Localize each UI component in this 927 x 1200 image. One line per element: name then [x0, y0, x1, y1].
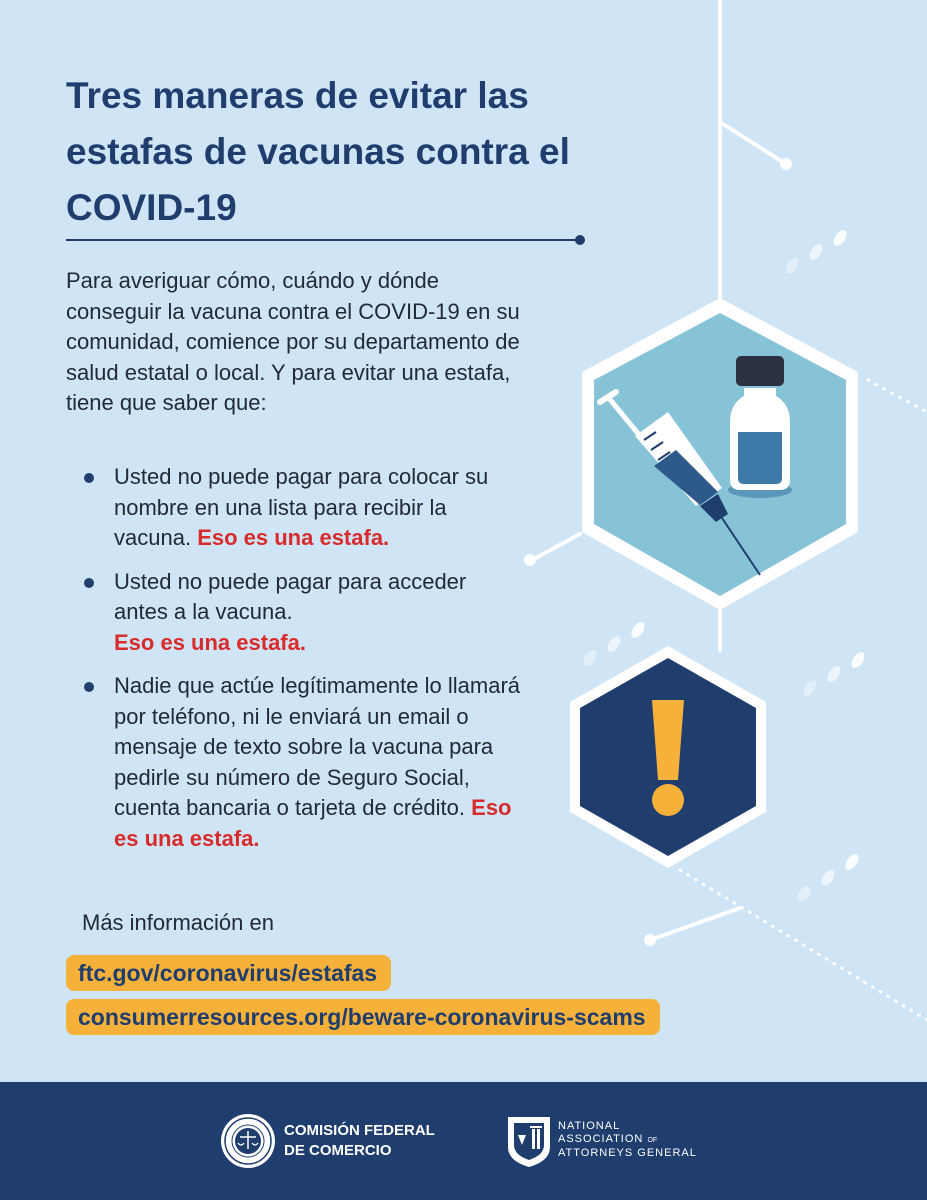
intro-paragraph: Para averiguar cómo, cuándo y dónde conseguir la vacuna contra el COVID-19 en su comunidad, comience por su departamento de salud estatal o local. Y para evitar una estafa, tiene que saber que: [66, 268, 520, 415]
naag-name-line2: ASSOCIATION [558, 1133, 644, 1145]
vaccine-vial-icon [728, 356, 792, 498]
naag-name [558, 1120, 728, 1160]
bullet-icon [84, 473, 94, 483]
scam-warning: Eso es una estafa. [114, 795, 512, 851]
naag-logo-icon [506, 1115, 552, 1169]
bullet-icon [84, 578, 94, 588]
bullet-text: Usted no puede pagar para acceder antes a la vacuna. [114, 568, 467, 624]
ftc-seal-icon [220, 1113, 276, 1169]
title-divider [66, 234, 588, 246]
more-info-label: Más información en [82, 910, 274, 935]
scam-warning: Eso es una estafa. [197, 525, 390, 550]
bullet-text: Nadie que actúe legítimamente lo llamará por teléfono, ni le enviará un email o mensaje de texto sobre la vacuna para pedirle su número de Seguro Social, cuenta bancaria o tarjeta de crédito. [114, 673, 521, 820]
ftc-name-line1: COMISIÓN FEDERAL [284, 1122, 435, 1139]
bullet-icon [84, 682, 94, 692]
scam-warning: Eso es una estafa. [114, 629, 306, 655]
scam-bullet-list [84, 462, 524, 867]
naag-name-of: OF [647, 1137, 658, 1144]
consumer-resources-link[interactable]: consumerresources.org/beware-coronavirus-scams [66, 999, 660, 1035]
list-item [84, 567, 524, 659]
ftc-name [284, 1121, 484, 1161]
bullet-text: Usted no puede pagar para colocar su nombre en una lista para recibir la vacuna. [114, 464, 489, 550]
page-title: Tres maneras de evitar las estafas de vacunas contra el COVID-19 [66, 75, 570, 228]
exclamation-icon [652, 700, 684, 816]
naag-name-line3: ATTORNEYS GENERAL [558, 1147, 697, 1159]
ftc-name-line2: DE COMERCIO [284, 1142, 392, 1159]
list-item [84, 462, 524, 554]
naag-name-line1: NATIONAL [558, 1120, 621, 1132]
vaccine-hexagon [582, 298, 858, 610]
list-item [84, 671, 524, 854]
ftc-link[interactable]: ftc.gov/coronavirus/estafas [66, 955, 391, 991]
